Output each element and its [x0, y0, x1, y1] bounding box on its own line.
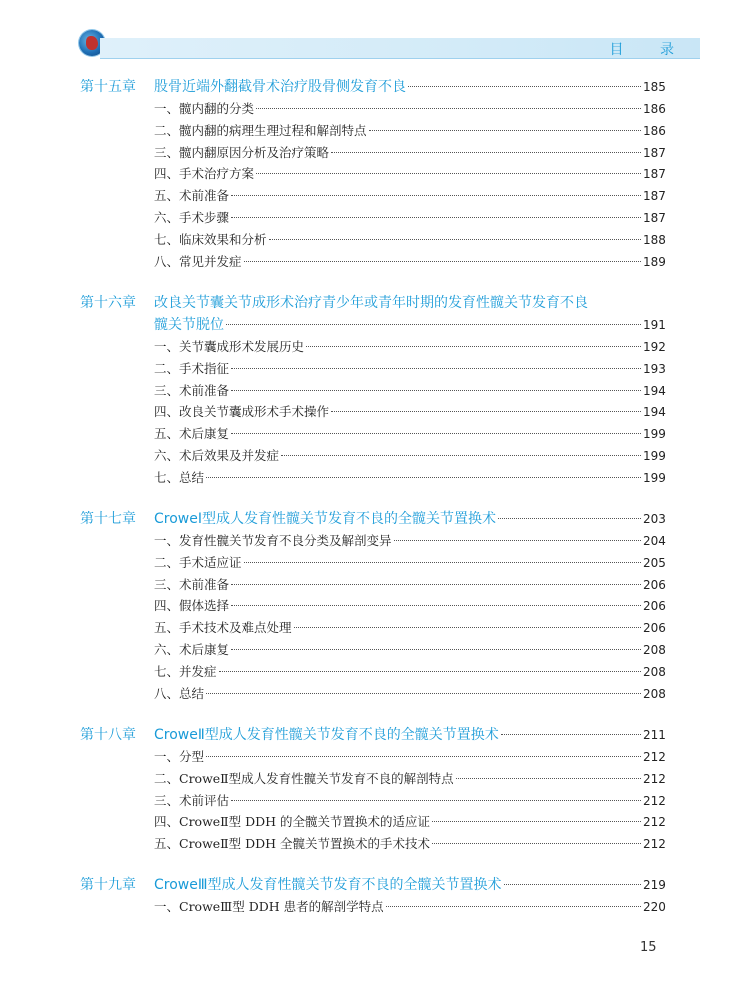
toc-entry[interactable]	[80, 229, 665, 251]
toc-entry[interactable]	[80, 574, 665, 596]
leader-dots	[231, 195, 641, 196]
section-page: 204	[643, 534, 666, 548]
section-page: 212	[643, 793, 666, 808]
toc-entry[interactable]	[80, 683, 665, 705]
section-title[interactable]: 七、总结	[154, 469, 205, 485]
leader-dots	[456, 778, 641, 779]
section-title[interactable]: 一、发育性髋关节发育不良分类及解剖变异	[154, 533, 392, 548]
section-page: 187	[643, 167, 666, 182]
toc-entry[interactable]	[80, 251, 665, 273]
leader-dots	[394, 540, 641, 541]
section-title[interactable]: 一、关节囊成形术发展历史	[154, 339, 305, 354]
toc-entry[interactable]	[80, 98, 665, 120]
leader-dots	[269, 239, 641, 240]
section-page: 206	[643, 577, 666, 592]
section-title[interactable]: 二、手术指征	[154, 360, 230, 376]
section-title[interactable]: 三、术前评估	[154, 792, 230, 808]
leader-dots	[498, 518, 641, 519]
section-page: 205	[643, 555, 666, 570]
chapter-number: 第十六章	[80, 295, 136, 311]
section-page: 212	[643, 750, 666, 764]
section-page: 199	[643, 470, 666, 485]
leader-dots	[432, 843, 641, 844]
section-page: 187	[643, 189, 666, 204]
chapter-title[interactable]: 改良关节囊关节成形术治疗青少年或青年时期的发育性髋关节发育不良	[154, 295, 588, 311]
section-title[interactable]: 二、髋内翻的病理生理过程和解剖特点	[154, 122, 367, 138]
section-title[interactable]: 七、并发症	[154, 663, 217, 679]
section-title[interactable]: 七、临床效果和分析	[154, 231, 267, 247]
chapter-19[interactable]	[80, 874, 665, 918]
toc-entry[interactable]	[80, 380, 665, 402]
toc-entry[interactable]	[80, 768, 665, 790]
section-page: 186	[643, 102, 666, 116]
section-title[interactable]: 四、改良关节囊成形术手术操作	[154, 404, 330, 420]
leader-dots	[231, 390, 641, 391]
chapter-number: 第十八章	[80, 727, 136, 743]
section-title[interactable]: 四、假体选择	[154, 598, 230, 614]
leader-dots	[206, 477, 641, 478]
leader-dots	[386, 906, 641, 907]
leader-dots	[206, 693, 641, 694]
header-title: 目 录	[609, 42, 690, 58]
chapter-page: 191	[643, 318, 666, 332]
chapter-16[interactable]	[80, 292, 665, 489]
section-page: 192	[643, 340, 666, 354]
section-title[interactable]: 五、术后康复	[154, 426, 230, 442]
chapter-page: 203	[643, 512, 666, 526]
leader-dots	[231, 433, 641, 434]
leader-dots	[369, 130, 641, 131]
leader-dots	[408, 86, 641, 87]
section-page: 189	[643, 254, 666, 269]
leader-dots	[294, 627, 641, 628]
toc-entry[interactable]	[80, 142, 665, 164]
section-title[interactable]: 一、髋内翻的分类	[154, 101, 255, 116]
section-title[interactable]: 二、CroweⅡ型成人发育性髋关节发育不良的解剖特点	[154, 770, 454, 786]
section-page: 199	[643, 427, 666, 442]
leader-dots	[231, 217, 641, 218]
leader-dots	[281, 455, 641, 456]
section-page: 194	[643, 405, 666, 420]
toc-entry[interactable]	[80, 207, 665, 229]
section-page: 212	[643, 771, 666, 786]
toc-entry[interactable]	[80, 639, 665, 661]
chapter-title-continued[interactable]: 髋关节脱位	[154, 317, 224, 333]
section-page: 193	[643, 361, 666, 376]
section-page: 188	[643, 232, 666, 247]
section-page: 208	[643, 686, 666, 701]
toc-entry[interactable]	[80, 163, 665, 185]
toc-entry[interactable]	[80, 120, 665, 142]
leader-dots	[231, 584, 641, 585]
toc-entry[interactable]	[80, 185, 665, 207]
chapter-page: 211	[643, 728, 666, 742]
leader-dots	[231, 649, 641, 650]
section-title[interactable]: 二、手术适应证	[154, 554, 242, 570]
toc-entry[interactable]	[80, 336, 665, 358]
chapter-title[interactable]: CroweⅠ型成人发育性髋关节发育不良的全髋关节置换术	[154, 511, 496, 527]
toc-entry[interactable]	[80, 358, 665, 380]
leader-dots	[244, 261, 641, 262]
leader-dots	[231, 605, 641, 606]
section-title[interactable]: 六、手术步骤	[154, 209, 230, 225]
section-page: 194	[643, 383, 666, 398]
section-title[interactable]: 四、手术治疗方案	[154, 166, 255, 182]
leader-dots	[244, 562, 641, 563]
leader-dots	[501, 734, 641, 735]
section-page: 208	[643, 664, 666, 679]
toc-entry[interactable]	[80, 746, 665, 768]
toc-entry[interactable]	[80, 445, 665, 467]
toc-entry[interactable]	[80, 833, 665, 855]
section-page: 208	[643, 642, 666, 657]
section-page: 206	[643, 599, 666, 614]
chapter-page: 219	[643, 878, 666, 892]
toc-entry[interactable]	[80, 661, 665, 683]
section-page: 187	[643, 145, 666, 160]
toc-entry[interactable]	[80, 790, 665, 812]
section-title[interactable]: 三、术前准备	[154, 576, 230, 592]
leader-dots	[256, 108, 641, 109]
toc-entry[interactable]	[80, 552, 665, 574]
section-title[interactable]: 一、CroweⅢ型 DDH 患者的解剖学特点	[154, 899, 384, 914]
section-title[interactable]: 八、常见并发症	[154, 253, 242, 269]
toc-entry[interactable]	[80, 896, 665, 918]
leader-dots	[504, 884, 641, 885]
chapter-title[interactable]: 股骨近端外翻截骨术治疗股骨侧发育不良	[154, 79, 406, 95]
section-page: 220	[643, 900, 666, 914]
toc-entry[interactable]	[80, 423, 665, 445]
chapter-title[interactable]: CroweⅢ型成人发育性髋关节发育不良的全髋关节置换术	[154, 877, 502, 893]
section-title[interactable]: 八、总结	[154, 685, 205, 701]
leader-dots	[219, 671, 641, 672]
section-title[interactable]: 五、CroweⅡ型 DDH 全髋关节置换术的手术技术	[154, 836, 431, 852]
section-page: 186	[643, 123, 666, 138]
leader-dots	[306, 346, 641, 347]
leader-dots	[206, 756, 641, 757]
section-title[interactable]: 五、手术技术及难点处理	[154, 620, 292, 636]
section-page: 199	[643, 448, 666, 463]
leader-dots	[432, 821, 641, 822]
chapter-17[interactable]	[80, 508, 665, 704]
chapter-number: 第十九章	[80, 877, 136, 893]
chapter-number: 第十五章	[80, 79, 136, 95]
section-title[interactable]: 五、术前准备	[154, 188, 230, 204]
chapter-15[interactable]	[80, 76, 665, 272]
chapter-18[interactable]	[80, 724, 665, 855]
page-number: 15	[640, 940, 657, 955]
section-title[interactable]: 三、髋内翻原因分析及治疗策略	[154, 144, 330, 160]
section-page: 212	[643, 837, 666, 852]
leader-dots	[231, 368, 641, 369]
chapter-page: 185	[643, 80, 666, 94]
leader-dots	[331, 152, 641, 153]
leader-dots	[331, 411, 641, 412]
toc-entry[interactable]	[80, 401, 665, 423]
section-title[interactable]: 四、CroweⅡ型 DDH 的全髋关节置换术的适应证	[154, 814, 431, 830]
toc-entry[interactable]	[80, 530, 665, 552]
chapter-number: 第十七章	[80, 511, 136, 527]
section-title[interactable]: 六、术后效果及并发症	[154, 447, 280, 463]
toc-entry[interactable]	[80, 811, 665, 833]
section-page: 187	[643, 210, 666, 225]
section-page: 206	[643, 621, 666, 636]
section-title[interactable]: 三、术前准备	[154, 382, 230, 398]
toc-entry[interactable]	[80, 617, 665, 639]
leader-dots	[226, 324, 641, 325]
section-page: 212	[643, 815, 666, 830]
toc-entry[interactable]	[80, 467, 665, 489]
leader-dots	[231, 800, 641, 801]
leader-dots	[256, 173, 641, 174]
section-title[interactable]: 一、分型	[154, 749, 205, 764]
logo-mark	[86, 36, 98, 50]
chapter-title[interactable]: CroweⅡ型成人发育性髋关节发育不良的全髋关节置换术	[154, 727, 499, 743]
toc-entry[interactable]	[80, 595, 665, 617]
section-title[interactable]: 六、术后康复	[154, 641, 230, 657]
